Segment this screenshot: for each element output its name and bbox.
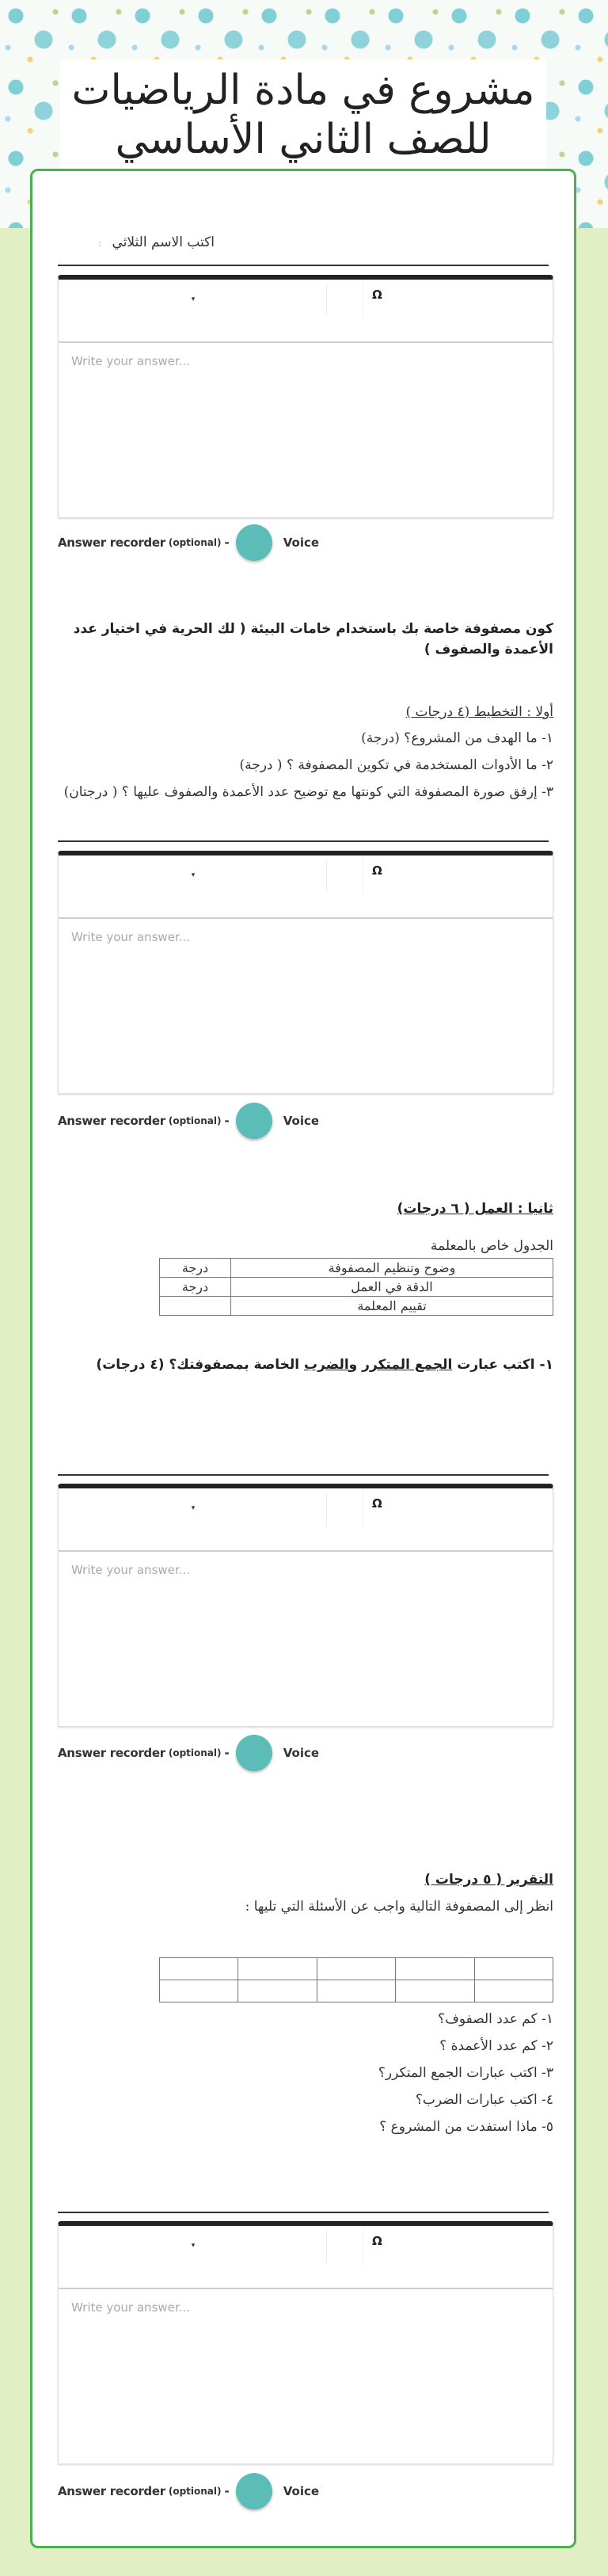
question-underlined-term: الضرب: [304, 1357, 349, 1373]
chevron-down-icon: ▾: [191, 870, 196, 878]
recorder-label: Answer recorder: [58, 1114, 165, 1128]
title-line-2: للصف الثاني الأساسي: [115, 116, 492, 163]
report-item-4: ٤- اكتب عبارات الضرب؟: [415, 2092, 553, 2108]
matrix-cell: [474, 1958, 553, 1980]
recorder-optional: (optional): [168, 1115, 222, 1126]
recorder-dash: -: [224, 1746, 230, 1760]
voice-label: Voice: [283, 535, 320, 550]
report-intro: انظر إلى المصفوفة التالية واجب عن الأسئلة التي تليها :: [245, 1899, 553, 1915]
matrix-cell: [396, 1980, 474, 2002]
answer-editor-4: [58, 2221, 553, 2464]
matrix-cell: [474, 1980, 553, 2002]
recorder-optional: (optional): [168, 1747, 222, 1759]
answer-editor-1: [58, 275, 553, 518]
chevron-down-icon: ▾: [191, 2240, 196, 2249]
divider: [58, 2212, 549, 2213]
answer-recorder: [58, 1103, 319, 1139]
voice-label: Voice: [283, 1746, 320, 1760]
report-item-5: ٥- ماذا استفدت من المشروع ؟: [379, 2119, 553, 2135]
answer-recorder: [58, 1735, 319, 1771]
matrix-cell: [238, 1958, 317, 1980]
report-item-3: ٣- اكتب عبارات الجمع المتكرر؟: [378, 2065, 553, 2081]
divider: [58, 265, 549, 266]
answer-editor-2: [58, 851, 553, 1094]
question-underlined-term: الجمع المتكرر: [362, 1357, 453, 1373]
matrix-cell: [238, 1980, 317, 2002]
recorder-optional: (optional): [168, 2486, 222, 2497]
answer-textarea[interactable]: Write your answer...: [71, 2300, 190, 2315]
toolbar-separator: [326, 1492, 327, 1526]
rubric-criterion: وضوح وتنظيم المصفوفة: [231, 1259, 553, 1278]
toolbar-separator: [326, 283, 327, 318]
editor-toolbar: [59, 1488, 553, 1552]
divider: [58, 840, 549, 842]
toolbar-separator: [326, 859, 327, 894]
chevron-down-icon: ▾: [191, 1503, 196, 1511]
worksheet-card: [30, 169, 576, 2548]
report-item-1: ١- كم عدد الصفوف؟: [438, 2011, 553, 2027]
recorder-label: Answer recorder: [58, 535, 165, 550]
rubric-criterion: الدقة في العمل: [231, 1278, 553, 1297]
rubric-score: درجة: [160, 1278, 231, 1297]
format-dropdown[interactable]: [59, 280, 328, 318]
name-question-label: اكتب الاسم الثلاثي: [112, 234, 215, 250]
rubric-table: [159, 1258, 553, 1316]
recorder-label: Answer recorder: [58, 1746, 165, 1760]
name-question: [56, 234, 215, 250]
matrix-table: [159, 1957, 553, 2002]
answer-textarea[interactable]: Write your answer...: [71, 1563, 190, 1577]
recorder-dash: -: [224, 2484, 230, 2498]
section-heading-work: ثانيا : العمل ( ٦ درجات): [397, 1201, 553, 1217]
record-voice-button[interactable]: [236, 1735, 272, 1771]
record-voice-button[interactable]: [236, 1103, 272, 1139]
editor-toolbar: [59, 280, 553, 343]
special-character-icon[interactable]: Ω: [372, 1496, 382, 1511]
rubric-score: [160, 1297, 231, 1316]
matrix-cell: [160, 1958, 238, 1980]
table-row: [160, 1278, 553, 1297]
section-heading-report: التقرير ( ٥ درجات ): [424, 1872, 553, 1888]
rubric-criterion: تقييم المعلمة: [231, 1297, 553, 1316]
record-voice-button[interactable]: [236, 2473, 272, 2509]
question-text: الخاصة بمصفوفتك؟ (٤ درجات): [96, 1357, 305, 1373]
matrix-cell: [317, 1980, 395, 2002]
matrix-cell: [396, 1958, 474, 1980]
table-row: [160, 1980, 553, 2002]
recorder-dash: -: [224, 1114, 230, 1128]
chevron-down-icon: ▾: [191, 294, 196, 303]
editor-toolbar: [59, 2226, 553, 2289]
name-question-colon: :: [98, 238, 102, 249]
special-character-icon[interactable]: Ω: [372, 2234, 382, 2248]
planning-item-1: ١- ما الهدف من المشروع؟ (درجة): [361, 730, 553, 746]
recorder-dash: -: [224, 535, 230, 550]
table-row: [160, 1259, 553, 1278]
question-text: و: [348, 1357, 363, 1373]
special-character-icon[interactable]: Ω: [372, 863, 382, 878]
answer-editor-3: [58, 1484, 553, 1727]
project-intro: كون مصفوفة خاصة بك باستخدام خامات البيئة ( لك الحرية في اختيار عدد الأعمدة والصفوف ): [73, 621, 553, 657]
question-text: ١- اكتب عبارت: [452, 1357, 553, 1373]
rubric-caption: الجدول خاص بالمعلمة: [430, 1238, 553, 1254]
voice-label: Voice: [283, 2484, 320, 2498]
answer-textarea[interactable]: Write your answer...: [71, 354, 190, 368]
section-heading-planning: أولا : التخطيط (٤ درجات ): [405, 704, 553, 720]
voice-label: Voice: [283, 1114, 320, 1128]
format-dropdown[interactable]: [59, 1488, 328, 1526]
table-row: [160, 1958, 553, 1980]
table-row: [160, 1297, 553, 1316]
format-dropdown[interactable]: [59, 2226, 328, 2264]
work-question-1: [58, 1355, 553, 1375]
format-dropdown[interactable]: [59, 855, 328, 894]
report-item-2: ٢- كم عدد الأعمدة ؟: [439, 2038, 553, 2054]
answer-textarea[interactable]: Write your answer...: [71, 930, 190, 944]
toolbar-separator: [326, 2229, 327, 2264]
page-title: [60, 59, 546, 170]
record-voice-button[interactable]: [236, 524, 272, 561]
title-line-1: مشروع في مادة الرياضيات: [71, 67, 535, 114]
answer-recorder: [58, 2473, 319, 2509]
planning-item-3: ٣- إرفق صورة المصفوفة التي كونتها مع توضيح عدد الأعمدة والصفوف عليها ؟ ( درجتان): [63, 784, 553, 800]
answer-recorder: [58, 524, 319, 561]
rubric-score: درجة: [160, 1259, 231, 1278]
planning-item-2: ٢- ما الأدوات المستخدمة في تكوين المصفوفة ؟ ( درجة): [239, 757, 553, 773]
matrix-cell: [317, 1958, 395, 1980]
special-character-icon[interactable]: Ω: [372, 288, 382, 302]
matrix-cell: [160, 1980, 238, 2002]
editor-toolbar: [59, 855, 553, 919]
recorder-label: Answer recorder: [58, 2484, 165, 2498]
recorder-optional: (optional): [168, 537, 222, 548]
divider: [58, 1474, 549, 1476]
